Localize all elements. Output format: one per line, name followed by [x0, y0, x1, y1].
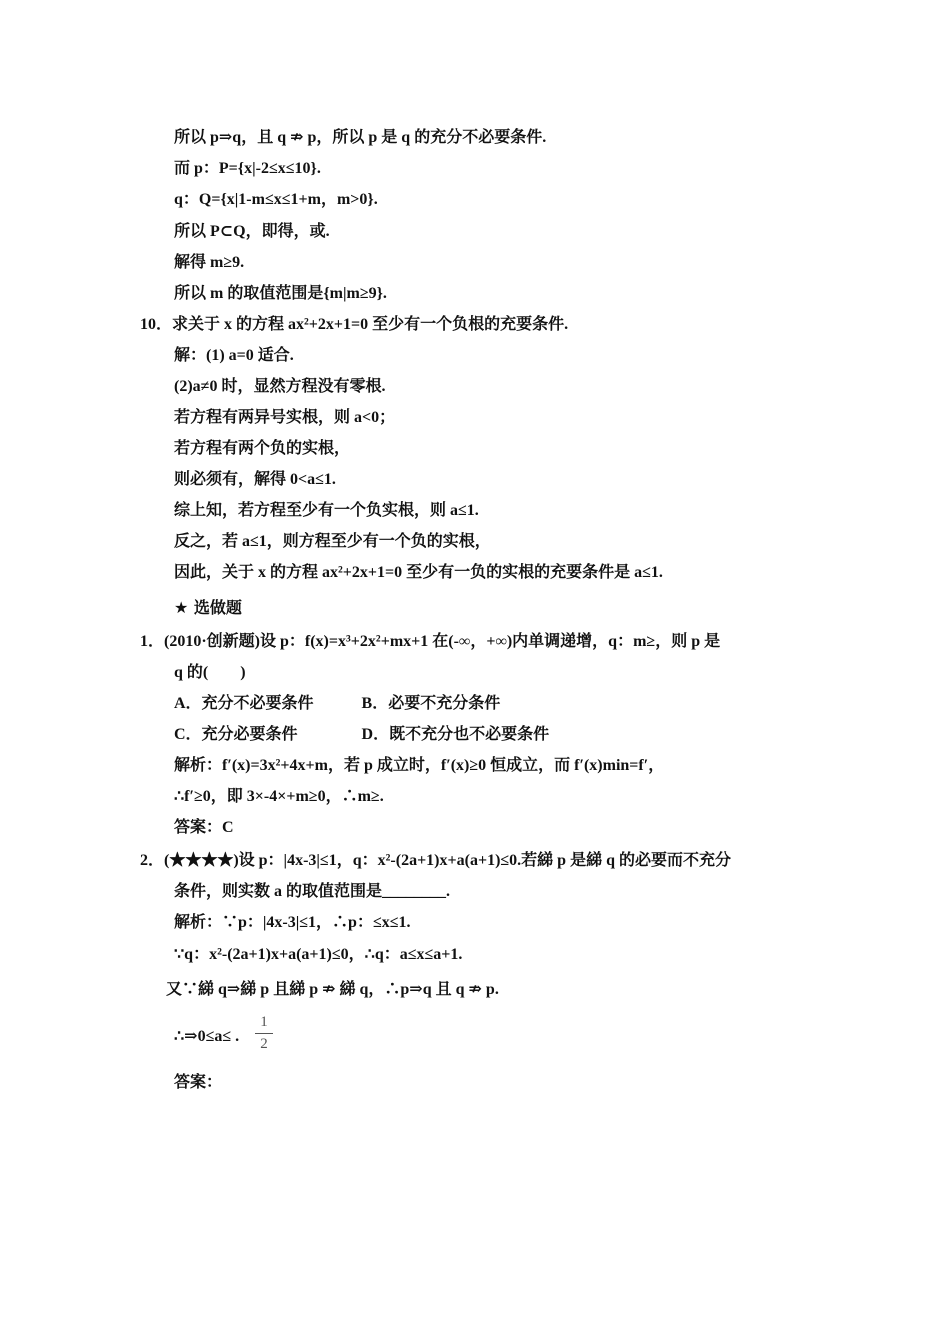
fraction-one-half: [255, 1014, 273, 1053]
fraction-denominator: 2: [260, 1036, 268, 1052]
line-5: 解得 m≥9.: [174, 254, 245, 271]
options-cd: C．充分必要条件 D．既不充分也不必要条件: [174, 726, 550, 743]
line-12: 则必须有，解得 0<a≤1.: [174, 471, 336, 488]
line-14: 反之，若 a≤1，则方程至少有一个负的实根，: [174, 533, 491, 550]
line-21: 解析：f′(x)=3x²+4x+m，若 p 成立时，f′(x)≥0 恒成立，而 f′(x)min=f′，: [174, 757, 665, 774]
fraction-numerator: 1: [260, 1014, 268, 1030]
line-22: ∴f′≥0，即 3×-4×+m≥0，∴m≥.: [174, 788, 384, 805]
line-10: 若方程有两异号实根，则 a<0；: [174, 409, 396, 426]
line-29: ∴⇒0≤a≤ .: [174, 1028, 240, 1045]
section-heading: ★ 选做题: [174, 598, 242, 617]
line-25: 条件，则实数 a 的取值范围是________.: [174, 883, 451, 900]
options-ab: A．充分不必要条件 B．必要不充分条件: [174, 695, 501, 712]
line-27: ∵q：x²-(2a+1)x+a(a+1)≤0，∴q：a≤x≤a+1.: [174, 946, 463, 963]
question-10: 10．求关于 x 的方程 ax²+2x+1=0 至少有一个负根的充要条件.: [140, 316, 569, 333]
answer-1: 答案：C: [174, 819, 234, 836]
line-28: 又∵綈 q⇒綈 p 且綈 p ⇏ 綈 q，∴p⇒q 且 q ⇏ p.: [166, 981, 499, 998]
fraction-bar: [255, 1033, 273, 1034]
line-26: 解析：∵p：|4x-3|≤1，∴p：≤x≤1.: [174, 914, 411, 931]
line-13: 综上知，若方程至少有一个负实根，则 a≤1.: [174, 502, 479, 519]
line-2: 而 p：P={x|-2≤x≤10}.: [174, 160, 321, 177]
line-18: q 的( ): [174, 664, 246, 681]
line-1: 所以 p⇒q，且 q ⇏ p，所以 p 是 q 的充分不必要条件.: [174, 129, 547, 146]
line-15: 因此，关于 x 的方程 ax²+2x+1=0 至少有一负的实根的充要条件是 a≤1.: [174, 564, 663, 581]
answer-2: 答案：: [174, 1074, 223, 1091]
line-6: 所以 m 的取值范围是{m|m≥9}.: [174, 285, 387, 302]
line-4: 所以 P⊂Q，即得，或.: [174, 223, 330, 240]
question-1: 1．(2010·创新题)设 p：f(x)=x³+2x²+mx+1 在(-∞，+∞)内单调递增，q：m≥，则 p 是: [140, 633, 721, 650]
line-11: 若方程有两个负的实根，: [174, 440, 351, 457]
question-2: 2．(★★★★)设 p：|4x-3|≤1，q：x²-(2a+1)x+a(a+1)≤0.若綈 p 是綈 q 的必要而不充分: [140, 852, 731, 869]
line-3: q：Q={x|1-m≤x≤1+m，m>0}.: [174, 191, 378, 208]
line-8: 解：(1) a=0 适合.: [174, 347, 294, 364]
line-9: (2)a≠0 时，显然方程没有零根.: [174, 378, 386, 395]
